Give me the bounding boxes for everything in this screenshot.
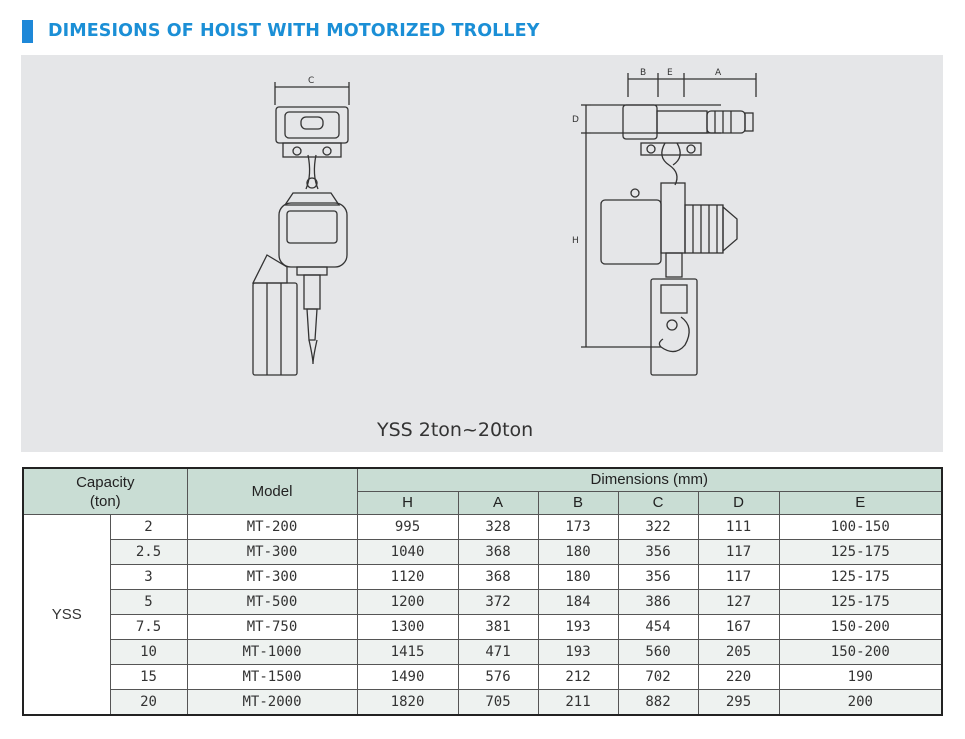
table-body	[23, 515, 942, 716]
cell-e: 125-175	[779, 590, 942, 615]
header-col-a: A	[458, 492, 538, 515]
cell-d: 167	[698, 615, 779, 640]
cell-capacity: 7.5	[110, 615, 187, 640]
table-row	[23, 565, 942, 590]
label-d: D	[572, 115, 579, 125]
label-a: A	[715, 68, 722, 78]
cell-a: 368	[458, 565, 538, 590]
header-col-d: D	[698, 492, 779, 515]
cell-e: 150-200	[779, 640, 942, 665]
cell-d: 111	[698, 515, 779, 540]
cell-e: 125-175	[779, 565, 942, 590]
cell-c: 560	[618, 640, 698, 665]
cell-model: MT-300	[187, 565, 357, 590]
drawing-caption: YSS 2ton~20ton	[377, 419, 534, 441]
cell-capacity: 15	[110, 665, 187, 690]
cell-e: 200	[779, 690, 942, 716]
cell-h: 995	[357, 515, 458, 540]
cell-capacity: 3	[110, 565, 187, 590]
series-cell: YSS	[23, 515, 110, 716]
cell-model: MT-1000	[187, 640, 357, 665]
cell-d: 295	[698, 690, 779, 716]
cell-e: 190	[779, 665, 942, 690]
cell-capacity: 2	[110, 515, 187, 540]
cell-h: 1200	[357, 590, 458, 615]
label-e: E	[667, 68, 673, 78]
table-row	[23, 690, 942, 716]
table-row	[23, 590, 942, 615]
title-marker	[22, 20, 33, 43]
cell-h: 1820	[357, 690, 458, 716]
cell-c: 322	[618, 515, 698, 540]
hoist-technical-drawing	[21, 55, 943, 452]
cell-c: 386	[618, 590, 698, 615]
cell-model: MT-200	[187, 515, 357, 540]
cell-d: 117	[698, 540, 779, 565]
cell-d: 127	[698, 590, 779, 615]
table-row	[23, 640, 942, 665]
cell-a: 381	[458, 615, 538, 640]
cell-model: MT-500	[187, 590, 357, 615]
cell-c: 356	[618, 540, 698, 565]
cell-h: 1040	[357, 540, 458, 565]
header-col-b: B	[538, 492, 618, 515]
cell-capacity: 20	[110, 690, 187, 716]
table-row	[23, 665, 942, 690]
cell-h: 1120	[357, 565, 458, 590]
cell-c: 882	[618, 690, 698, 716]
hoist-drawing-panel	[21, 55, 943, 452]
header-col-e: E	[779, 492, 942, 515]
cell-b: 212	[538, 665, 618, 690]
cell-e: 150-200	[779, 615, 942, 640]
table-row	[23, 615, 942, 640]
cell-c: 454	[618, 615, 698, 640]
front-view	[253, 82, 349, 375]
cell-b: 180	[538, 540, 618, 565]
cell-b: 184	[538, 590, 618, 615]
cell-a: 372	[458, 590, 538, 615]
cell-e: 100-150	[779, 515, 942, 540]
cell-a: 328	[458, 515, 538, 540]
label-c: C	[308, 76, 315, 86]
cell-a: 705	[458, 690, 538, 716]
cell-capacity: 10	[110, 640, 187, 665]
cell-capacity: 2.5	[110, 540, 187, 565]
side-view	[581, 73, 756, 375]
header-dimensions: Dimensions (mm)	[357, 468, 942, 492]
cell-b: 173	[538, 515, 618, 540]
cell-d: 220	[698, 665, 779, 690]
cell-model: MT-750	[187, 615, 357, 640]
label-h: H	[572, 236, 579, 246]
header-capacity-line2: (ton)	[89, 492, 121, 510]
header-col-h: H	[357, 492, 458, 515]
cell-b: 211	[538, 690, 618, 716]
cell-b: 180	[538, 565, 618, 590]
table-row	[23, 540, 942, 565]
cell-h: 1490	[357, 665, 458, 690]
section-title	[22, 19, 540, 43]
cell-b: 193	[538, 640, 618, 665]
header-capacity-line1: Capacity	[76, 473, 135, 491]
cell-a: 368	[458, 540, 538, 565]
dimensions-table	[22, 467, 943, 716]
cell-capacity: 5	[110, 590, 187, 615]
cell-b: 193	[538, 615, 618, 640]
cell-h: 1300	[357, 615, 458, 640]
header-col-c: C	[618, 492, 698, 515]
cell-a: 471	[458, 640, 538, 665]
cell-d: 117	[698, 565, 779, 590]
cell-model: MT-1500	[187, 665, 357, 690]
label-b: B	[640, 68, 647, 78]
cell-d: 205	[698, 640, 779, 665]
cell-model: MT-2000	[187, 690, 357, 716]
cell-e: 125-175	[779, 540, 942, 565]
header-capacity	[23, 468, 187, 515]
title-text: DIMESIONS OF HOIST WITH MOTORIZED TROLLEY	[48, 21, 540, 41]
cell-c: 356	[618, 565, 698, 590]
cell-h: 1415	[357, 640, 458, 665]
cell-model: MT-300	[187, 540, 357, 565]
cell-a: 576	[458, 665, 538, 690]
cell-c: 702	[618, 665, 698, 690]
header-model: Model	[187, 468, 357, 515]
table-row	[23, 515, 942, 540]
